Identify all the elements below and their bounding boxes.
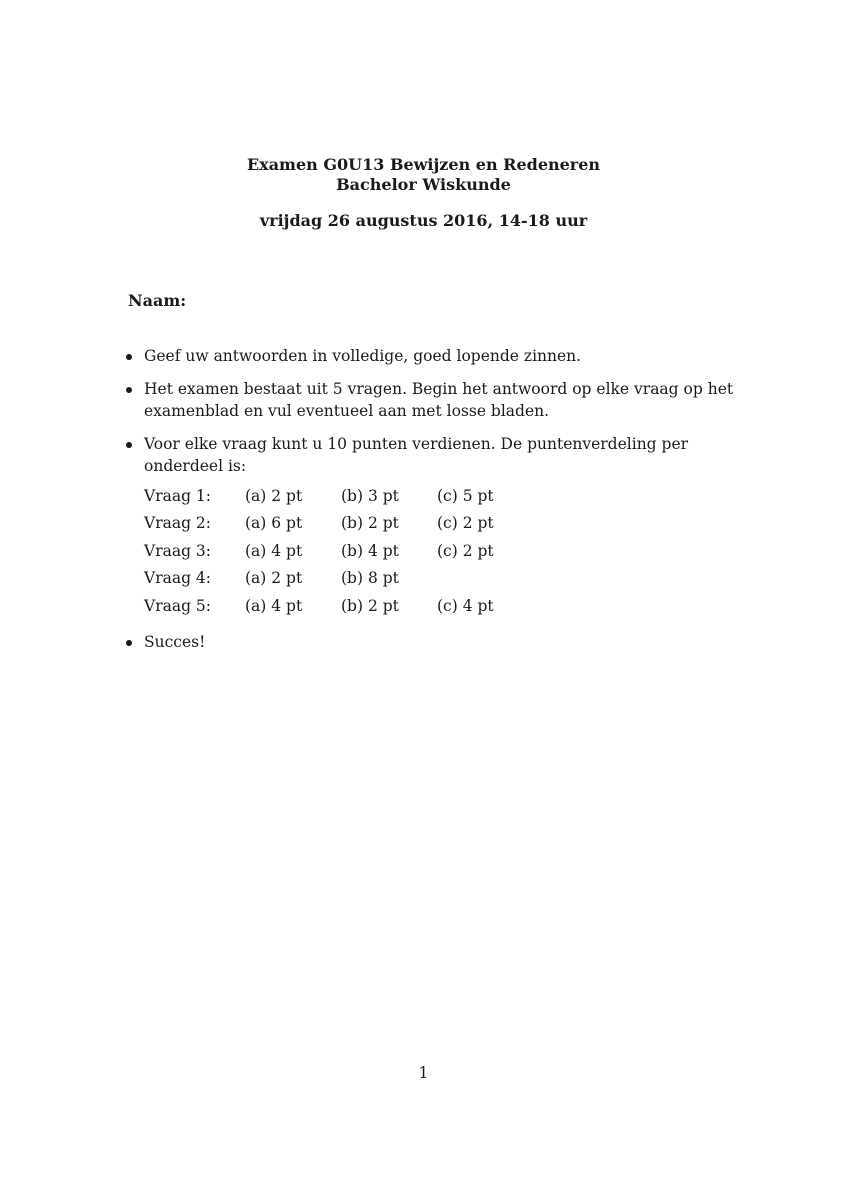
exam-program: Bachelor Wiskunde	[336, 175, 511, 194]
instruction-item	[122, 433, 762, 620]
bullet-icon	[126, 442, 132, 448]
instruction-item	[122, 345, 762, 367]
exam-title: Examen G0U13 Bewijzen en Redeneren	[246, 155, 601, 174]
instruction-item	[122, 631, 762, 653]
question-label: Vraag 2:	[144, 514, 212, 533]
part-a-points: (a) 6 pt	[245, 514, 303, 533]
name-label: Naam:	[128, 291, 187, 310]
page-number: 1	[418, 1064, 429, 1082]
part-a-points: (a) 2 pt	[245, 486, 303, 505]
instruction-text: Geef uw antwoorden in volledige, goed lopende zinnen.	[144, 347, 582, 365]
part-a-points: (a) 4 pt	[245, 596, 303, 615]
part-b-points: (b) 2 pt	[341, 596, 399, 615]
part-c-points: (c) 4 pt	[437, 596, 494, 615]
table-row	[144, 482, 533, 510]
question-label: Vraag 1:	[144, 486, 212, 505]
table-row	[144, 510, 533, 538]
part-c-points: (c) 2 pt	[437, 514, 494, 533]
part-a-points: (a) 2 pt	[245, 569, 303, 588]
part-c-points	[437, 565, 533, 593]
question-label: Vraag 3:	[144, 541, 212, 560]
instruction-text: Voor elke vraag kunt u 10 punten verdienen. De puntenverdeling per onderdeel is:	[144, 435, 689, 475]
part-b-points: (b) 3 pt	[341, 486, 399, 505]
table-row	[144, 592, 533, 620]
question-label: Vraag 5:	[144, 596, 212, 615]
part-a-points: (a) 4 pt	[245, 541, 303, 560]
exam-date: vrijdag 26 augustus 2016, 14-18 uur	[259, 211, 588, 230]
part-c-points: (c) 2 pt	[437, 541, 494, 560]
part-b-points: (b) 4 pt	[341, 541, 399, 560]
table-row	[144, 537, 533, 565]
part-b-points: (b) 8 pt	[341, 569, 399, 588]
question-label: Vraag 4:	[144, 569, 212, 588]
instruction-text: Succes!	[144, 632, 206, 651]
instruction-text: Het examen bestaat uit 5 vragen. Begin het antwoord op elke vraag op het examenblad en vul eventueel aan met losse bladen.	[144, 380, 734, 420]
exam-header	[0, 155, 847, 231]
table-row	[144, 565, 533, 593]
bullet-icon	[126, 354, 132, 360]
part-c-points: (c) 5 pt	[437, 486, 494, 505]
instructions-list	[122, 345, 762, 664]
part-b-points: (b) 2 pt	[341, 514, 399, 533]
bullet-icon	[126, 640, 132, 646]
bullet-icon	[126, 387, 132, 393]
instruction-item	[122, 378, 762, 422]
points-table	[144, 482, 533, 620]
